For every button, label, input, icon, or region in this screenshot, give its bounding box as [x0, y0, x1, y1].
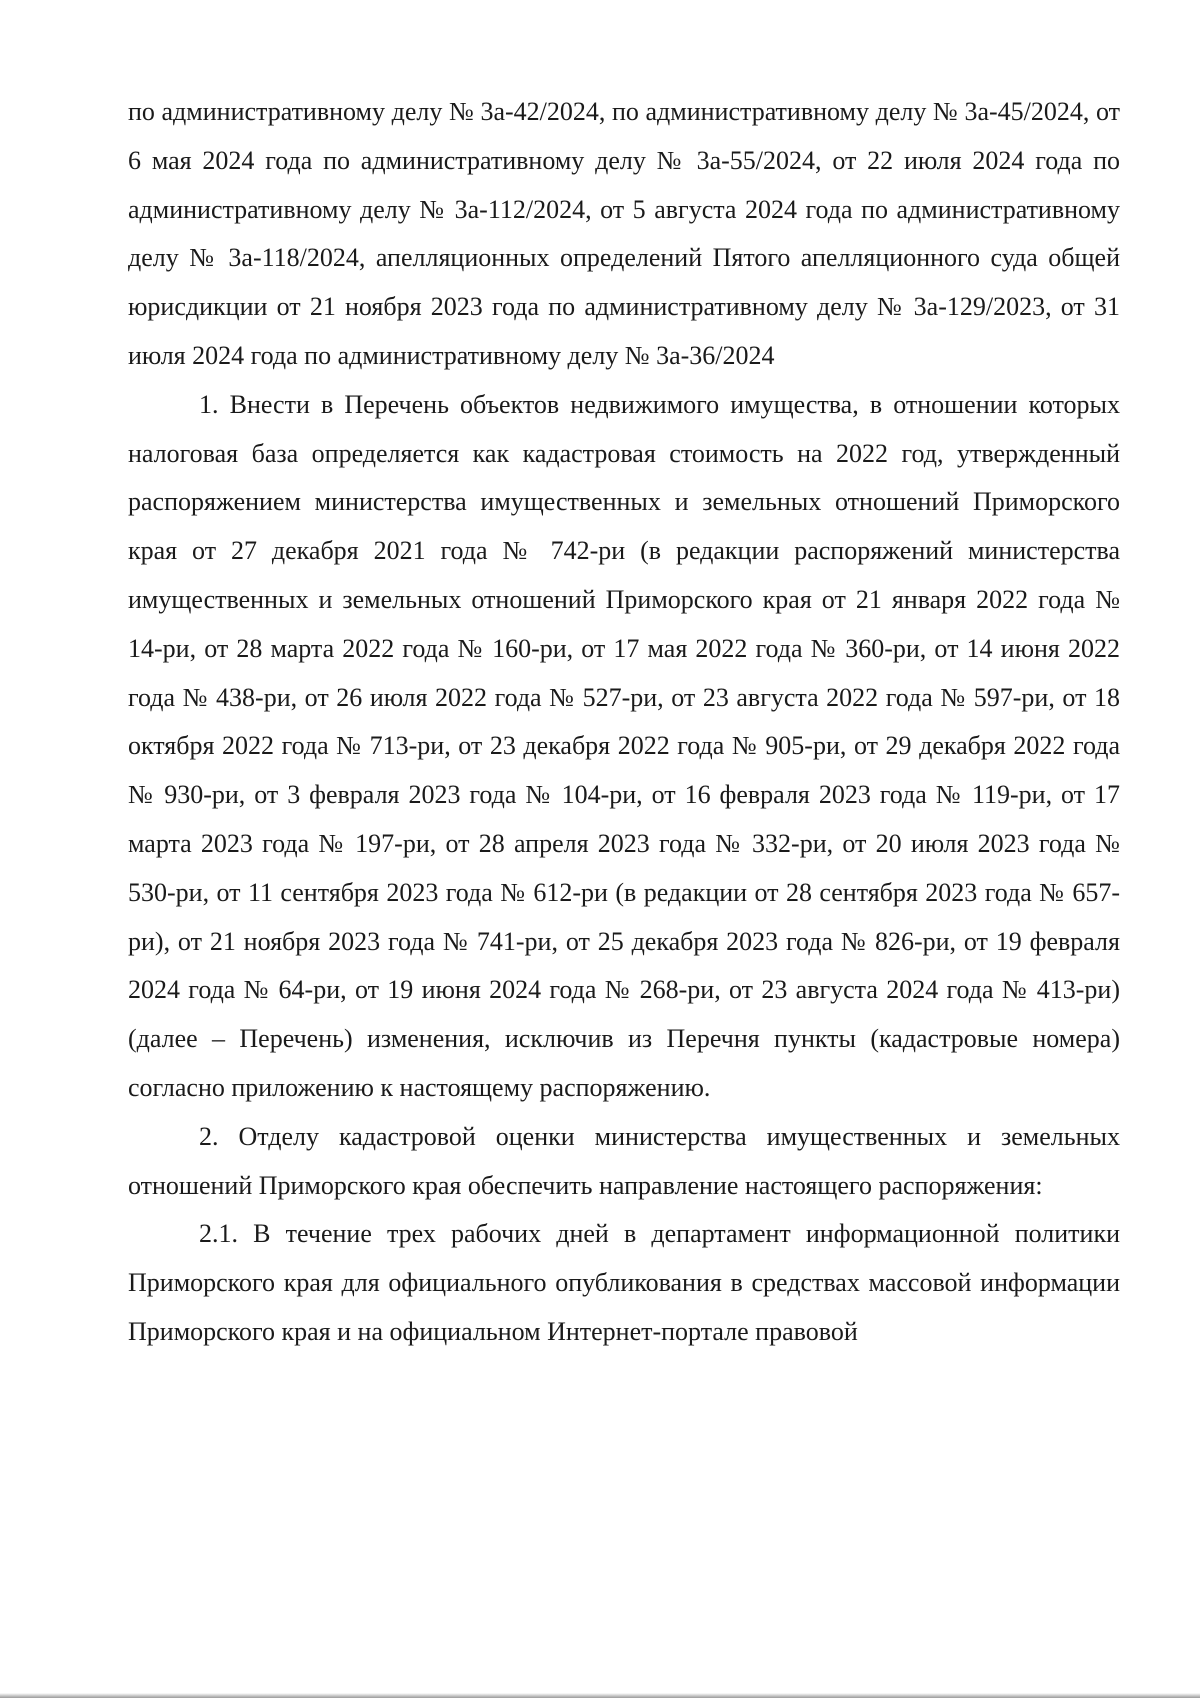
paragraph-court-cases: по административному делу № 3а-42/2024, по административному делу № 3а-45/2024, от 6 мая 2024 года по административному делу № 3а-55/2024, от 22 июля 2024 года по административному делу № 3а-112/2024, от 5 августа 2024 года по административному делу № 3а-118/2024, апелляционных определений Пятого апелляционного суда общей юрисдикции от 21 ноября 2023 года по административному делу № 3а-129/2023, от 31 июля 2024 года по административному делу № 3а-36/2024	[128, 97, 1120, 370]
document-body	[128, 88, 1120, 1357]
paragraph-item-2: 2. Отделу кадастровой оценки министерства имущественных и земельных отношений Приморского края обеспечить направление настоящего распоряжения:	[128, 1121, 1120, 1200]
paragraph-item-2-1: 2.1. В течение трех рабочих дней в департамент информационной политики Приморского края для официального опубликования в средствах массовой информации Приморского края и на официальном Интернет-портале правовой	[128, 1219, 1120, 1346]
page-bottom-edge	[0, 1693, 1200, 1698]
paragraph-item-1: 1. Внести в Перечень объектов недвижимого имущества, в отношении которых налоговая база определяется как кадастровая стоимость на 2022 год, утвержденный распоряжением министерства имущественных и земельных отношений Приморского края от 27 декабря 2021 года № 742-ри (в редакции распоряжений министерства имущественных и земельных отношений Приморского края от 21 января 2022 года № 14-ри, от 28 марта 2022 года № 160-ри, от 17 мая 2022 года № 360-ри, от 14 июня 2022 года № 438-ри, от 26 июля 2022 года № 527-ри, от 23 августа 2022 года № 597-ри, от 18 октября 2022 года № 713-ри, от 23 декабря 2022 года № 905-ри, от 29 декабря 2022 года № 930-ри, от 3 февраля 2023 года № 104-ри, от 16 февраля 2023 года № 119-ри, от 17 марта 2023 года № 197-ри, от 28 апреля 2023 года № 332-ри, от 20 июля 2023 года № 530-ри, от 11 сентября 2023 года № 612-ри (в редакции от 28 сентября 2023 года № 657-ри), от 21 ноября 2023 года № 741-ри, от 25 декабря 2023 года № 826-ри, от 19 февраля 2024 года № 64-ри, от 19 июня 2024 года № 268-ри, от 23 августа 2024 года № 413-ри) (далее – Перечень) изменения, исключив из Перечня пункты (кадастровые номера) согласно приложению к настоящему распоряжению.	[128, 389, 1120, 1102]
